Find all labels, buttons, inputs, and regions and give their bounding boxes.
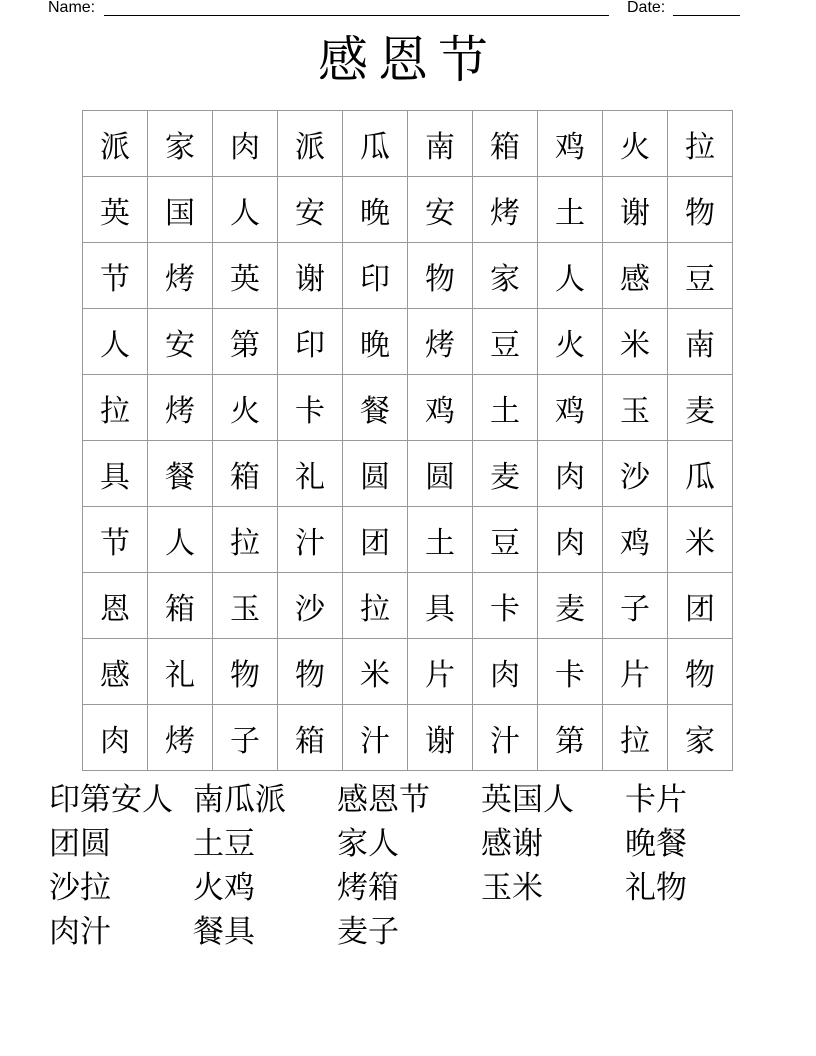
grid-cell: 鸡	[408, 375, 473, 441]
word-list-item: 餐具	[193, 914, 255, 950]
word-list-item: 团圆	[49, 826, 111, 862]
grid-cell: 箱	[213, 441, 278, 507]
date-label: Date:	[627, 0, 666, 16]
word-list-item: 印第安人	[49, 782, 173, 818]
grid-cell: 人	[538, 243, 603, 309]
grid-cell: 家	[473, 243, 538, 309]
word-list-item: 感恩节	[337, 782, 430, 818]
grid-cell: 团	[668, 573, 733, 639]
grid-cell: 米	[603, 309, 668, 375]
grid-cell: 肉	[538, 507, 603, 573]
grid-cell: 拉	[343, 573, 408, 639]
grid-cell: 麦	[668, 375, 733, 441]
grid-cell: 物	[408, 243, 473, 309]
grid-row	[83, 177, 733, 243]
grid-cell: 烤	[148, 243, 213, 309]
date-blank-line	[673, 15, 740, 16]
grid-cell: 节	[83, 243, 148, 309]
grid-cell: 火	[213, 375, 278, 441]
grid-cell: 箱	[148, 573, 213, 639]
word-list-item: 烤箱	[337, 870, 399, 906]
grid-cell: 节	[83, 507, 148, 573]
grid-cell: 安	[148, 309, 213, 375]
grid-row	[83, 639, 733, 705]
grid-cell: 圆	[408, 441, 473, 507]
grid-cell: 土	[408, 507, 473, 573]
grid-cell: 米	[343, 639, 408, 705]
grid-cell: 烤	[408, 309, 473, 375]
grid-cell: 人	[213, 177, 278, 243]
grid-cell: 烤	[473, 177, 538, 243]
grid-row	[83, 441, 733, 507]
grid-cell: 豆	[473, 507, 538, 573]
grid-cell: 人	[83, 309, 148, 375]
grid-row	[83, 111, 733, 177]
word-list-item: 肉汁	[49, 914, 111, 950]
grid-cell: 具	[83, 441, 148, 507]
grid-cell: 物	[213, 639, 278, 705]
grid-cell: 拉	[603, 705, 668, 771]
grid-cell: 英	[83, 177, 148, 243]
grid-row	[83, 705, 733, 771]
grid-cell: 肉	[213, 111, 278, 177]
grid-cell: 家	[668, 705, 733, 771]
grid-cell: 物	[668, 177, 733, 243]
grid-row	[83, 375, 733, 441]
grid-cell: 团	[343, 507, 408, 573]
word-list-item: 家人	[337, 826, 399, 862]
grid-cell: 玉	[213, 573, 278, 639]
grid-cell: 英	[213, 243, 278, 309]
grid-cell: 礼	[278, 441, 343, 507]
worksheet-header	[0, 0, 816, 20]
name-blank-line	[104, 15, 609, 16]
word-list-item: 英国人	[481, 782, 574, 818]
grid-cell: 烤	[148, 705, 213, 771]
grid-cell: 米	[668, 507, 733, 573]
grid-cell: 瓜	[343, 111, 408, 177]
grid-cell: 感	[603, 243, 668, 309]
grid-cell: 汁	[278, 507, 343, 573]
grid-cell: 人	[148, 507, 213, 573]
page-title: 感恩节	[318, 31, 498, 89]
grid-cell: 鸡	[538, 111, 603, 177]
name-label: Name:	[48, 0, 96, 16]
grid-cell: 沙	[278, 573, 343, 639]
grid-cell: 片	[408, 639, 473, 705]
grid-cell: 恩	[83, 573, 148, 639]
grid-cell: 谢	[278, 243, 343, 309]
grid-cell: 子	[213, 705, 278, 771]
grid-cell: 拉	[213, 507, 278, 573]
grid-cell: 汁	[473, 705, 538, 771]
grid-cell: 国	[148, 177, 213, 243]
grid-cell: 土	[538, 177, 603, 243]
grid-cell: 谢	[603, 177, 668, 243]
grid-cell: 火	[538, 309, 603, 375]
grid-cell: 箱	[278, 705, 343, 771]
word-list-item: 南瓜派	[193, 782, 286, 818]
grid-cell: 卡	[538, 639, 603, 705]
grid-cell: 谢	[408, 705, 473, 771]
grid-cell: 土	[473, 375, 538, 441]
grid-cell: 玉	[603, 375, 668, 441]
grid-cell: 餐	[343, 375, 408, 441]
grid-cell: 豆	[668, 243, 733, 309]
word-list-item: 火鸡	[193, 870, 255, 906]
word-list-item: 沙拉	[49, 870, 111, 906]
word-list-item: 麦子	[337, 914, 399, 950]
grid-row	[83, 309, 733, 375]
grid-cell: 鸡	[538, 375, 603, 441]
grid-cell: 豆	[473, 309, 538, 375]
grid-cell: 安	[408, 177, 473, 243]
grid-cell: 子	[603, 573, 668, 639]
grid-cell: 箱	[473, 111, 538, 177]
grid-cell: 感	[83, 639, 148, 705]
grid-row	[83, 507, 733, 573]
word-list-item: 晚餐	[625, 826, 687, 862]
grid-cell: 家	[148, 111, 213, 177]
word-list-item: 玉米	[481, 870, 543, 906]
grid-row	[83, 243, 733, 309]
grid-cell: 肉	[538, 441, 603, 507]
word-list-item: 卡片	[625, 782, 687, 818]
grid-cell: 拉	[668, 111, 733, 177]
grid-cell: 沙	[603, 441, 668, 507]
grid-cell: 南	[668, 309, 733, 375]
grid-cell: 印	[278, 309, 343, 375]
word-list-item: 感谢	[481, 826, 543, 862]
grid-cell: 物	[278, 639, 343, 705]
grid-cell: 拉	[83, 375, 148, 441]
grid-cell: 火	[603, 111, 668, 177]
word-search-grid	[82, 110, 733, 771]
grid-cell: 晚	[343, 177, 408, 243]
grid-cell: 麦	[538, 573, 603, 639]
grid-cell: 礼	[148, 639, 213, 705]
grid-cell: 烤	[148, 375, 213, 441]
grid-cell: 卡	[473, 573, 538, 639]
grid-cell: 第	[538, 705, 603, 771]
grid-cell: 印	[343, 243, 408, 309]
grid-cell: 麦	[473, 441, 538, 507]
grid-cell: 肉	[83, 705, 148, 771]
grid-cell: 安	[278, 177, 343, 243]
grid-row	[83, 573, 733, 639]
grid-cell: 餐	[148, 441, 213, 507]
word-list-item: 礼物	[625, 870, 687, 906]
word-list-item: 土豆	[193, 826, 255, 862]
grid-cell: 物	[668, 639, 733, 705]
grid-cell: 派	[83, 111, 148, 177]
grid-cell: 卡	[278, 375, 343, 441]
grid-cell: 晚	[343, 309, 408, 375]
grid-cell: 瓜	[668, 441, 733, 507]
grid-cell: 鸡	[603, 507, 668, 573]
grid-cell: 南	[408, 111, 473, 177]
grid-cell: 肉	[473, 639, 538, 705]
grid-cell: 片	[603, 639, 668, 705]
grid-cell: 圆	[343, 441, 408, 507]
grid-cell: 派	[278, 111, 343, 177]
grid-cell: 具	[408, 573, 473, 639]
grid-cell: 第	[213, 309, 278, 375]
grid-cell: 汁	[343, 705, 408, 771]
